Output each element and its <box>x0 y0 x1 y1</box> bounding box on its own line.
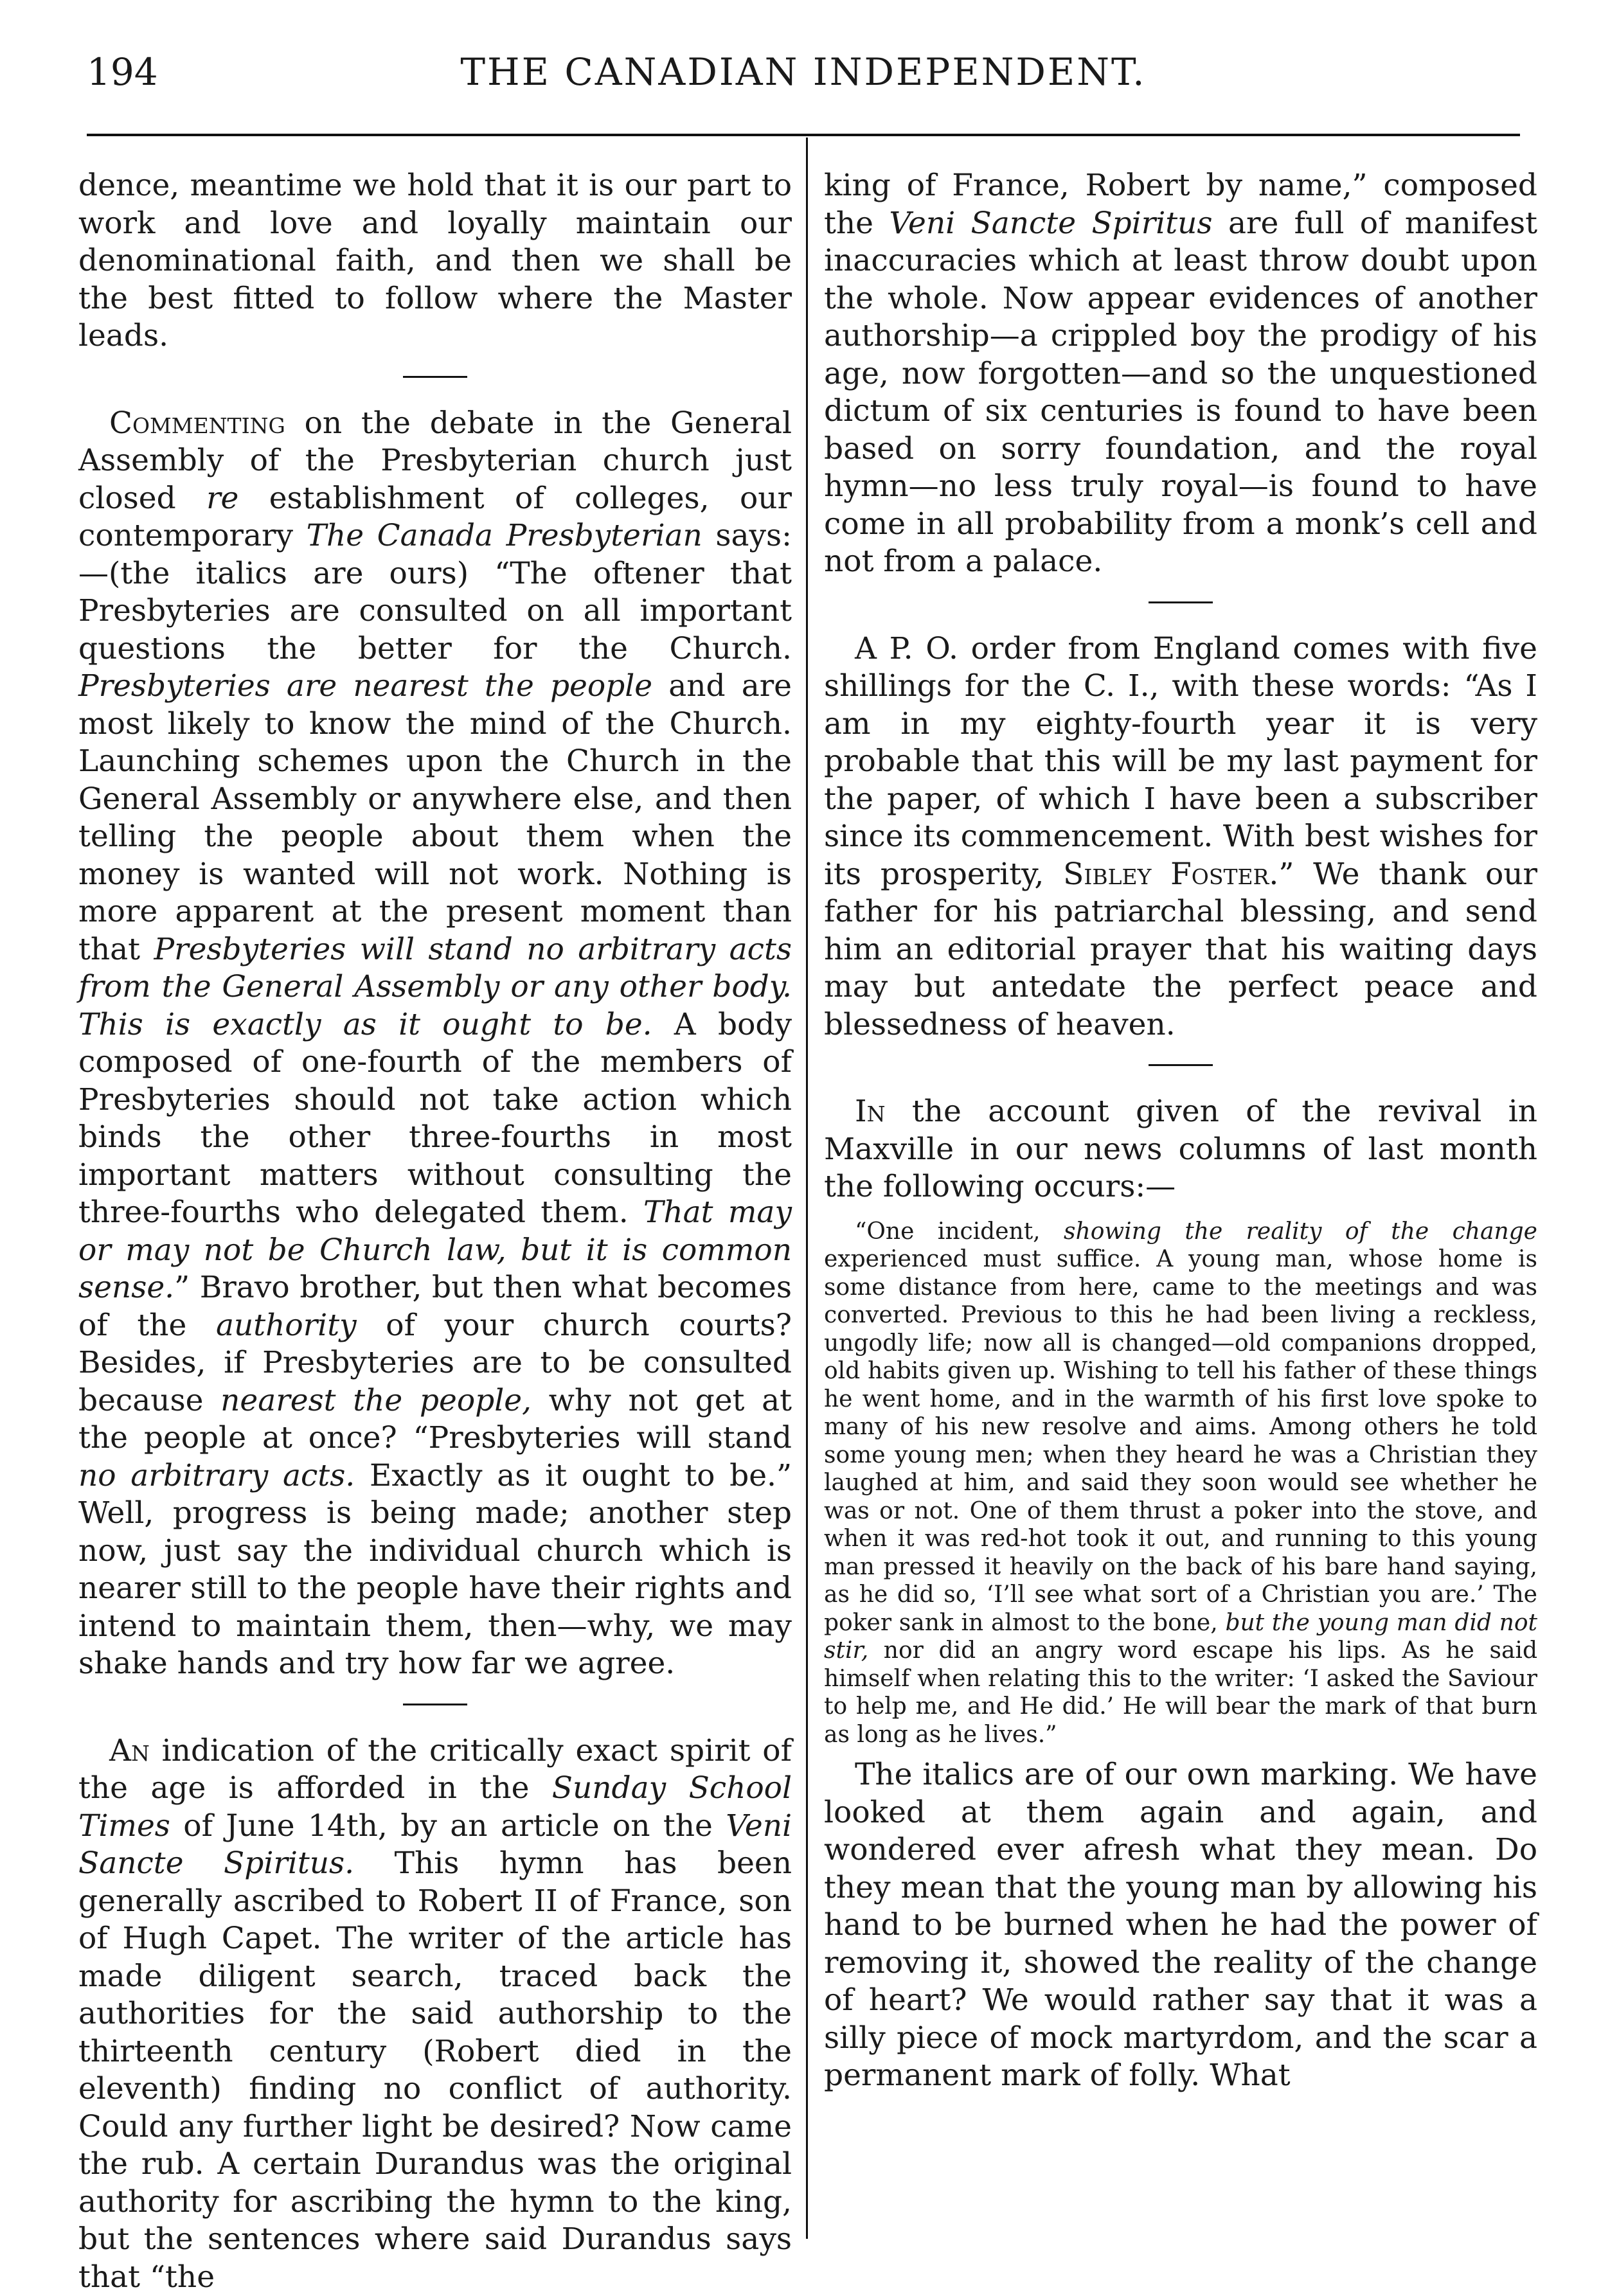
block-quote: “One incident, showing the reality of the change experienced must suffice. A young man, whose home is some distance from here, came to the meetings and was converted. Previous to this he had been living a reckless, ungodly life; now all is changed—old companions dropped, old habits given up. Wishing to tell his father of these things he went home, and in the warmth of his first love spoke to many of his new resolve and aims. Among others he told some young men; when they heard he was a Christian they laughed at him, and said they soon would see whether he was or not. One of them thrust a poker into the stove, and when it was red-hot took it out, and running to this young man pressed it heavily on the back of his bare hand saying, as he did so, ‘I’ll see what sort of a Christian you are.’ The poker sank in almost to the bone, but the young man did not stir, nor did an angry word escape his lips. As he said himself when relating this to the writer: ‘I asked the Saviour to help me, and He did.’ He will bear the mark of that burn as long as he lives.” <box>824 1218 1537 1749</box>
page-header <box>87 50 1520 108</box>
hymn-title: Veni Sancte Spiritus <box>889 206 1212 241</box>
signature: Sibley Foster. <box>1063 857 1278 892</box>
page-number: 194 <box>87 50 158 94</box>
paragraph-presbyterian-debate: Commenting on the debate in the General Assembly of the Presbyterian church just closed re establishment of colleges, our contemporary The Canada Presbyterian says:—(the italics are ours) “The oftener that Presbyteries are consulted on all important questions the better for the Church. Presbyteries are nearest the people and are most likely to know the mind of the Church. Launching schemes upon the Church in the General Assembly or anywhere else, and then telling the people about them when the money is wanted will not work. Nothing is more apparent at the present moment than that Presbyteries will stand no arbitrary acts from the General Assembly or any other body. This is exactly as it ought to be. A body composed of one-fourth of the members of Presbyteries should not take action which binds the other three-fourths in most important matters without consulting the three-fourths who delegated them. That may or may not be Church law, but it is common sense.” Bravo brother, but then what becomes of the authority of your church courts? Besides, if Presbyteries are to be consulted because nearest the people, why not get at the people at once? “Presbyteries will stand no arbitrary acts. Exactly as it ought to be.” Well, progress is being made; another step now, just say the individual church which is nearer still to the people have their rights and intend to maintain them, then—why, we may shake hands and try how far we agree. <box>78 405 792 1683</box>
paragraph-subscriber-letter: A P. O. order from England comes with five shillings for the C. I., with these words: “As I am in my eighty-fourth year it is very probable that this will be my last payment for the paper, of which I have been a subscriber since its commencement. With best wishes for its prosperity, Sibley Foster.” We thank our father for his patriarchal blessing, and send him an editorial prayer that his waiting days may but antedate the perfect peace and blessedness of heaven. <box>824 630 1537 1044</box>
section-separator <box>403 376 467 378</box>
journal-title: THE CANADIAN INDEPENDENT. <box>87 50 1520 94</box>
periodical-title: The Canada Presbyterian <box>307 518 702 553</box>
section-separator <box>403 1704 467 1705</box>
lead-word: Commenting <box>109 405 285 441</box>
lead-word: In <box>855 1094 885 1129</box>
right-column <box>824 167 1537 2095</box>
section-separator <box>1149 1064 1213 1066</box>
paragraph-maxville-revival: In the account given of the revival in Maxville in our news columns of last month the following occurs:— <box>824 1093 1537 1206</box>
hymn-title: Veni Sancte Spiritus. <box>78 1808 792 1882</box>
paragraph-italics-comment: The italics are of our own marking. We have looked at them again and again, and wondered ever afresh what they mean. Do they mean that the young man by allowing his hand to be burned when he had the power of removing it, showed the reality of the change of heart? We would rather say that it was a silly piece of mock martyrdom, and the scar a permanent mark of folly. What <box>824 1756 1537 2095</box>
periodical-title: Sunday School Times <box>78 1770 792 1844</box>
section-separator <box>1149 601 1213 603</box>
column-divider <box>806 138 808 2239</box>
left-column <box>78 167 792 2296</box>
lead-word: An <box>109 1733 150 1768</box>
paragraph-hymn-authorship: king of France, Robert by name,” composed the Veni Sancte Spiritus are full of manifest inaccuracies which at least throw doubt upon the whole. Now appear evidences of another authorship—a crippled boy the prodigy of his age, now forgotten—and so the unquestioned dictum of six centuries is found to have been based on sorry foundation, and the royal hymn—no less truly royal—is found to have come in all probability from a monk’s cell and not from a palace. <box>824 167 1537 581</box>
paragraph-denominational-faith: dence, meantime we hold that it is our part to work and love and loyally maintain our denominational faith, and then we shall be the best fitted to follow where the Master leads. <box>78 167 792 355</box>
paragraph-veni-sancte-spiritus: An indication of the critically exact spirit of the age is afforded in the Sunday School Times of June 14th, by an article on the Veni Sancte Spiritus. This hymn has been generally ascribed to Robert II of France, son of Hugh Capet. The writer of the article has made diligent search, traced back the authorities for the said authorship to the thirteenth century (Robert died in the eleventh) finding no conflict of authority. Could any further light be desired? Now came the rub. A certain Durandus was the original authority for ascribing the hymn to the king, but the sentences where said Durandus says that “the <box>78 1732 792 2296</box>
header-rule <box>87 134 1520 136</box>
